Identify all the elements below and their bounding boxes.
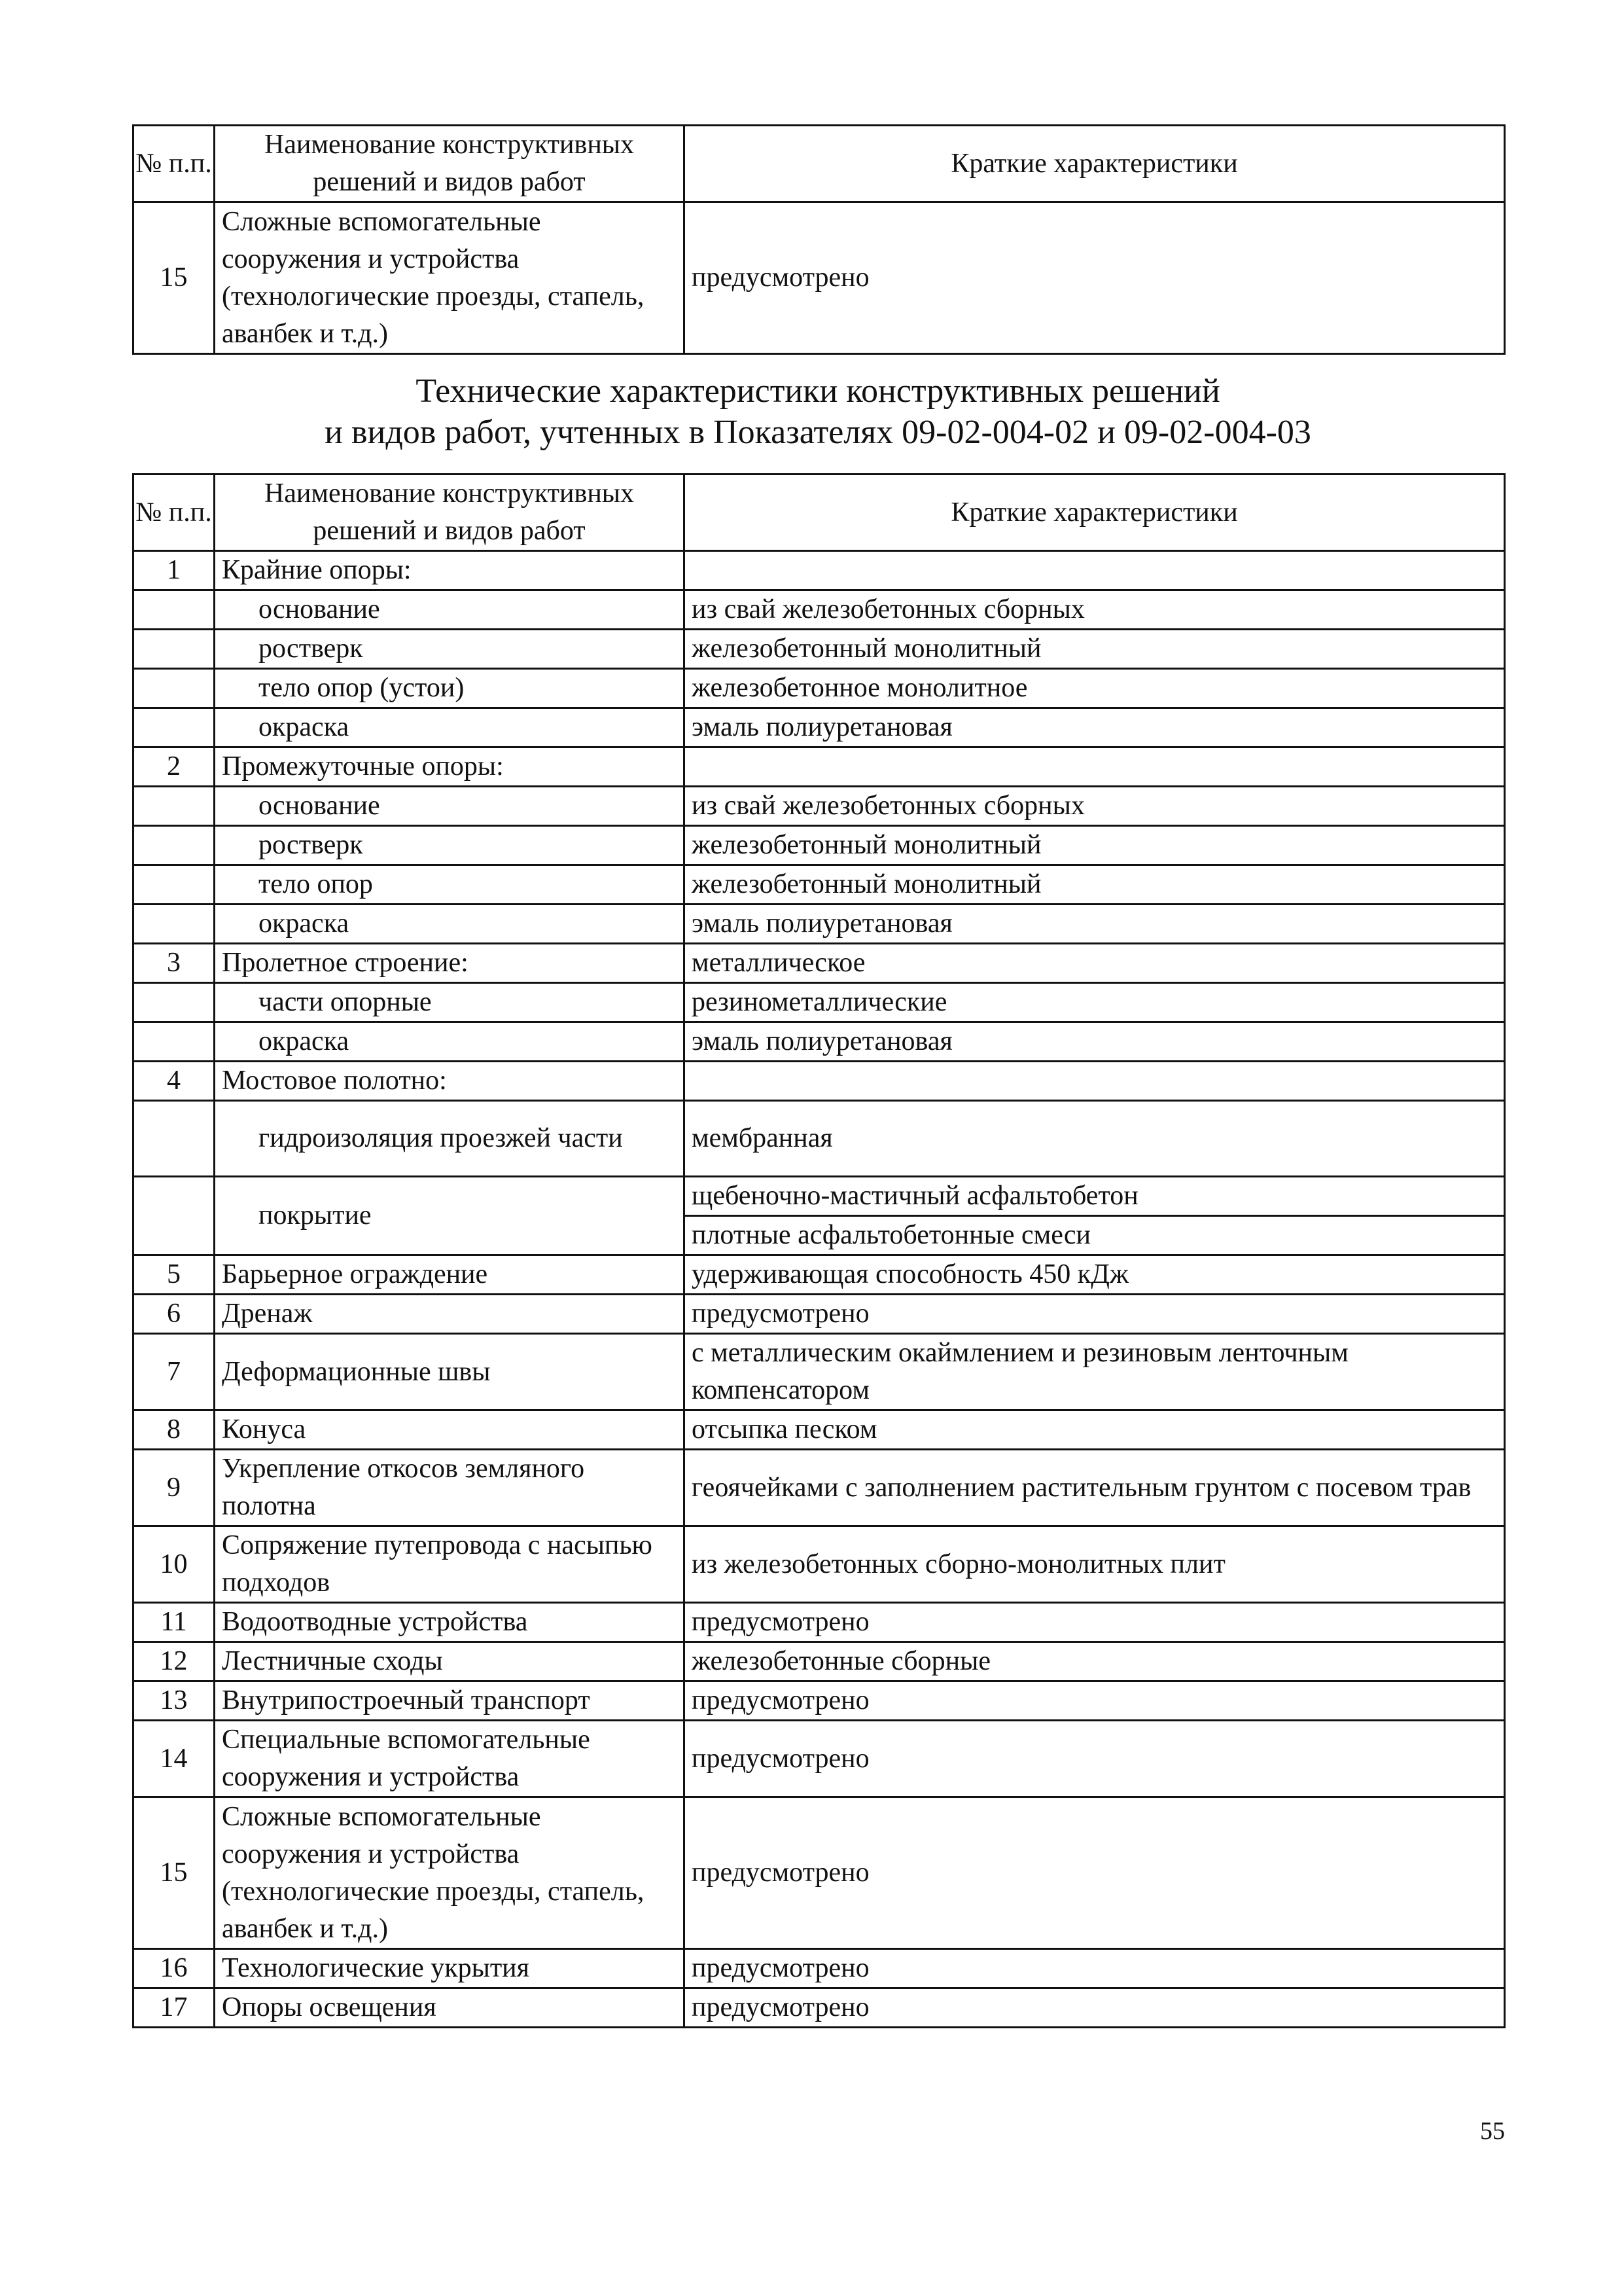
row-num — [133, 708, 215, 747]
table-row — [133, 865, 1505, 905]
table-row — [133, 1681, 1505, 1721]
table-row — [133, 669, 1505, 708]
table-row — [133, 1255, 1505, 1295]
row-desc: железобетонный монолитный — [684, 630, 1505, 669]
row-name: Мостовое полотно: — [215, 1062, 684, 1101]
row-desc: мембранная — [684, 1101, 1505, 1177]
row-num: 15 — [133, 202, 215, 354]
row-desc: предусмотрено — [684, 1721, 1505, 1797]
table-row — [133, 551, 1505, 590]
row-num: 13 — [133, 1681, 215, 1721]
row-name: части опорные — [215, 983, 684, 1022]
row-desc: предусмотрено — [684, 1681, 1505, 1721]
row-name: гидроизоляция проезжей части — [215, 1101, 684, 1177]
table-row — [133, 1721, 1505, 1797]
table-row — [133, 708, 1505, 747]
table-row — [133, 202, 1505, 354]
header-desc: Краткие характеристики — [684, 126, 1505, 202]
table-top — [132, 124, 1506, 355]
row-desc — [684, 747, 1505, 787]
row-num: 8 — [133, 1410, 215, 1450]
row-name: Водоотводные устройства — [215, 1603, 684, 1642]
table-row — [133, 1988, 1505, 2028]
row-desc: из свай железобетонных сборных — [684, 590, 1505, 630]
row-num — [133, 983, 215, 1022]
row-num: 15 — [133, 1797, 215, 1949]
row-desc: эмаль полиуретановая — [684, 905, 1505, 944]
table-row — [133, 905, 1505, 944]
section-title-line2: и видов работ, учтенных в Показателях 09-02-004-02 и 09-02-004-03 — [325, 414, 1311, 451]
row-num — [133, 826, 215, 865]
row-desc: из свай железобетонных сборных — [684, 787, 1505, 826]
row-num: 4 — [133, 1062, 215, 1101]
row-name: Лестничные сходы — [215, 1642, 684, 1681]
section-title-line1: Технические характеристики конструктивных решений — [415, 372, 1220, 410]
row-desc: железобетонный монолитный — [684, 826, 1505, 865]
table-row — [133, 787, 1505, 826]
row-num — [133, 1177, 215, 1255]
row-num — [133, 1101, 215, 1177]
row-name: ростверк — [215, 630, 684, 669]
header-num: № п.п. — [133, 475, 215, 551]
header-num: № п.п. — [133, 126, 215, 202]
page-number: 55 — [1480, 2117, 1505, 2145]
table-header-row — [133, 126, 1505, 202]
table-row — [133, 1450, 1505, 1526]
row-num — [133, 905, 215, 944]
row-desc: эмаль полиуретановая — [684, 1022, 1505, 1062]
row-desc: удерживающая способность 450 кДж — [684, 1255, 1505, 1295]
row-num — [133, 1022, 215, 1062]
table-row — [133, 1334, 1505, 1410]
row-num: 6 — [133, 1295, 215, 1334]
row-desc: резинометаллические — [684, 983, 1505, 1022]
row-num: 17 — [133, 1988, 215, 2028]
row-name: окраска — [215, 905, 684, 944]
row-name: Пролетное строение: — [215, 944, 684, 983]
row-name: тело опор — [215, 865, 684, 905]
row-num — [133, 590, 215, 630]
row-desc: из железобетонных сборно-монолитных плит — [684, 1526, 1505, 1603]
row-num: 14 — [133, 1721, 215, 1797]
table-row — [133, 983, 1505, 1022]
table-row — [133, 1410, 1505, 1450]
row-name: Крайние опоры: — [215, 551, 684, 590]
row-desc: железобетонный монолитный — [684, 865, 1505, 905]
row-desc: с металлическим окаймлением и резиновым ленточным компенсатором — [684, 1334, 1505, 1410]
table-row — [133, 1642, 1505, 1681]
table-row — [133, 1797, 1505, 1949]
row-name: Дренаж — [215, 1295, 684, 1334]
row-num: 16 — [133, 1949, 215, 1988]
table-row — [133, 1949, 1505, 1988]
row-desc: щебеночно-мастичный асфальтобетон — [684, 1177, 1505, 1216]
row-num: 9 — [133, 1450, 215, 1526]
header-name: Наименование конструктивных решений и видов работ — [215, 475, 684, 551]
header-name: Наименование конструктивных решений и видов работ — [215, 126, 684, 202]
row-name: Технологические укрытия — [215, 1949, 684, 1988]
row-num: 11 — [133, 1603, 215, 1642]
row-num: 3 — [133, 944, 215, 983]
row-num: 7 — [133, 1334, 215, 1410]
row-num: 12 — [133, 1642, 215, 1681]
row-desc: железобетонные сборные — [684, 1642, 1505, 1681]
row-desc: предусмотрено — [684, 202, 1505, 354]
row-name: покрытие — [215, 1177, 684, 1255]
row-name: окраска — [215, 708, 684, 747]
row-name: Сопряжение путепровода с насыпью подходов — [215, 1526, 684, 1603]
row-desc: предусмотрено — [684, 1949, 1505, 1988]
row-name: окраска — [215, 1022, 684, 1062]
row-name: основание — [215, 787, 684, 826]
table-row — [133, 1101, 1505, 1177]
table-row — [133, 1177, 1505, 1216]
row-desc: эмаль полиуретановая — [684, 708, 1505, 747]
table-row — [133, 1603, 1505, 1642]
table-row — [133, 590, 1505, 630]
row-name: Барьерное ограждение — [215, 1255, 684, 1295]
row-desc: отсыпка песком — [684, 1410, 1505, 1450]
table-row — [133, 1526, 1505, 1603]
row-num: 10 — [133, 1526, 215, 1603]
table-row — [133, 1062, 1505, 1101]
row-desc-secondary: плотные асфальтобетонные смеси — [684, 1216, 1505, 1255]
row-num — [133, 669, 215, 708]
row-desc: геоячейками с заполнением растительным грунтом с посевом трав — [684, 1450, 1505, 1526]
row-desc: предусмотрено — [684, 1295, 1505, 1334]
row-desc: металлическое — [684, 944, 1505, 983]
table-header-row — [133, 475, 1505, 551]
table-row — [133, 747, 1505, 787]
row-name: Сложные вспомогательные сооружения и устройства (технологические проезды, стапель, аванбек и т.д.) — [215, 1797, 684, 1949]
row-name: Укрепление откосов земляного полотна — [215, 1450, 684, 1526]
row-name: Промежуточные опоры: — [215, 747, 684, 787]
row-desc: предусмотрено — [684, 1797, 1505, 1949]
table-row — [133, 826, 1505, 865]
row-desc — [684, 551, 1505, 590]
table-row — [133, 630, 1505, 669]
table-row — [133, 1295, 1505, 1334]
row-name: Сложные вспомогательные сооружения и устройства (технологические проезды, стапель, аванбек и т.д.) — [215, 202, 684, 354]
row-num: 2 — [133, 747, 215, 787]
row-name: Внутрипостроечный транспорт — [215, 1681, 684, 1721]
row-num: 1 — [133, 551, 215, 590]
row-desc: предусмотрено — [684, 1988, 1505, 2028]
table-main — [132, 473, 1506, 2028]
row-name: основание — [215, 590, 684, 630]
row-num — [133, 630, 215, 669]
row-desc — [684, 1062, 1505, 1101]
table-row — [133, 1022, 1505, 1062]
row-num — [133, 787, 215, 826]
row-name: Деформационные швы — [215, 1334, 684, 1410]
row-desc: железобетонное монолитное — [684, 669, 1505, 708]
table-row — [133, 944, 1505, 983]
row-name: Специальные вспомогательные сооружения и устройства — [215, 1721, 684, 1797]
row-name: ростверк — [215, 826, 684, 865]
row-num: 5 — [133, 1255, 215, 1295]
row-num — [133, 865, 215, 905]
row-desc: предусмотрено — [684, 1603, 1505, 1642]
row-name: Конуса — [215, 1410, 684, 1450]
row-name: Опоры освещения — [215, 1988, 684, 2028]
row-name: тело опор (устои) — [215, 669, 684, 708]
header-desc: Краткие характеристики — [684, 475, 1505, 551]
